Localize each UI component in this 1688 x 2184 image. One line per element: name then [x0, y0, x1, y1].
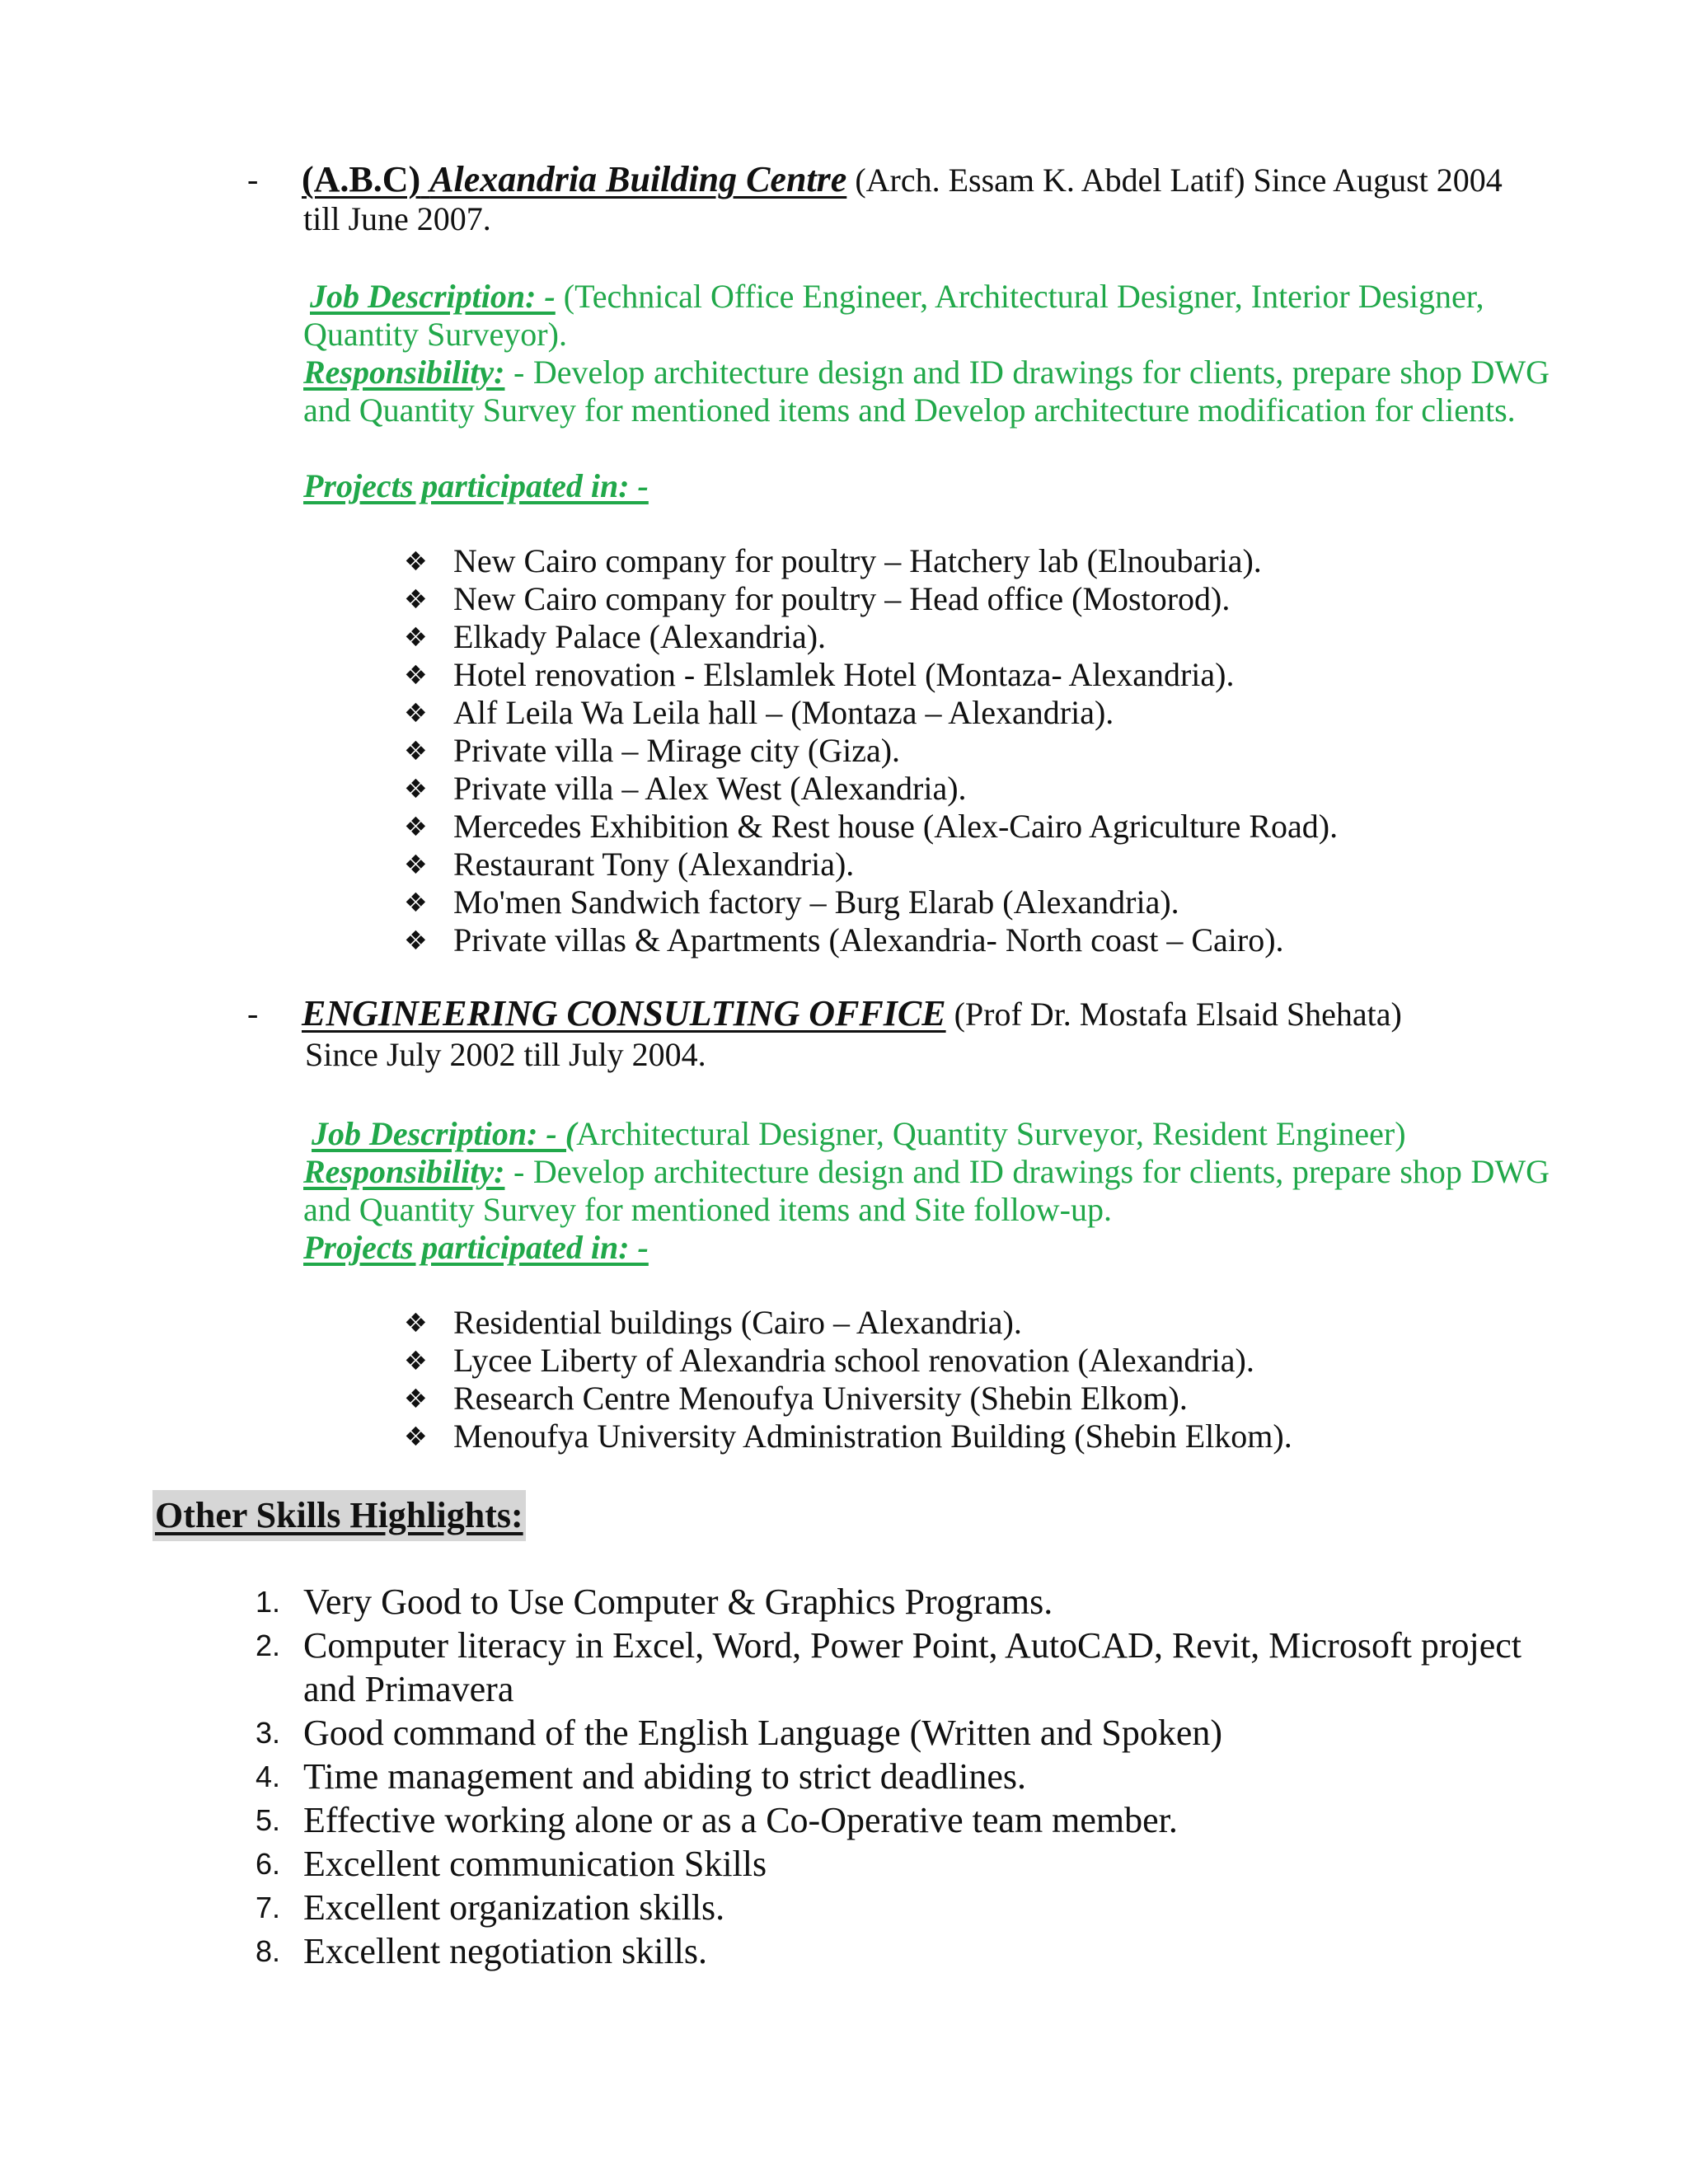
list-item: 5. Effective working alone or as a Co-Operative team member.	[256, 1800, 1178, 1840]
diamond-bullet-icon: ❖	[404, 735, 428, 766]
skills-list	[247, 1580, 1566, 1973]
organization-abbreviation: (A.B.C)	[302, 159, 421, 199]
diamond-bullet-icon: ❖	[404, 1307, 428, 1338]
job-description-text: Architectural Designer, Quantity Surveyor, Resident Engineer)	[576, 1115, 1406, 1152]
document-page: - (A.B.C) Alexandria Building Centre (Arch. Essam K. Abdel Latif) Since August 2004 till June 2007. Job Description: - (Technical Office Engineer, Architectural Designer, Interior Designer, Quantity Surveyor). Responsibility: - Develop architecture design and ID drawings for clients, prepare shop DWG and Quantity Survey for mentioned items and Develop architecture modification for clients. Projects participated in: - ❖ New Cairo company for poultry – Hatchery lab (Elnoubaria). ❖ New Cairo company for poultry – Head office (Mostorod). ❖ Elkady Palace (Alexandria). ❖ Hotel renovation - Elslamlek Hotel (Montaza- Alexandria). ❖ Alf Leila Wa Leila hall – (Montaza – Alexandria). ❖ Private villa – Mirage city (Giza). ❖ Private villa – Alex West (Alexandria). ❖ Mercedes Exhibition & Rest house (Alex-Cairo Agriculture Road). ❖ Restaurant Tony (Alexandria). ❖ Mo'men Sandwich factory – Burg Elarab (Alexandria). ❖ Private villas & Apartments (Alexandria- North coast – Cairo). - ENGINEERING CONSULTING OFFICE (Prof Dr. Mostafa Elsaid Shehata) Since July 2002 till July 2004. Job Description: - (Architectural Designer, Quantity Surveyor, Resident Engineer) Responsibility: - Develop architecture design and ID drawings for clients, prepare shop DWG and Quantity Survey for mentioned items and Site follow-up. Projects participated in: - ❖ Residential buildings (Cairo – Alexandria). ❖ Lycee Liberty of Alexandria school renovation (Alexandria). ❖ Research Centre Menoufya University (Shebin Elkom). ❖ Menoufya University Administration Building (Shebin Elkom). Other Skills Highlights: 1. Very Good to Use Computer & Graphics Programs. 2. Computer literacy in Excel, Word, Power Point, AutoCAD, Revit, Microsoft project and Primavera 3. Good command of the English Language (Written and Spoken) 4. Time management and abiding to strict deadlines. 5. Effective working alone or as a Co-Operative team member. 6. Excellent communication Skills 7. Excellent organization skills. 8. Excellent negotiation skills.	[0, 0, 1688, 2184]
job-description	[303, 278, 1550, 354]
entry-heading	[302, 159, 1550, 201]
diamond-bullet-icon: ❖	[404, 773, 428, 804]
diamond-bullet-icon: ❖	[404, 925, 428, 956]
projects-label: Projects participated in: -	[303, 467, 649, 504]
list-item: 8. Excellent negotiation skills.	[256, 1931, 708, 1971]
diamond-bullet-icon: ❖	[404, 811, 428, 842]
diamond-bullet-icon: ❖	[404, 659, 428, 691]
job-description-text: (Technical Office Engineer, Architectural Designer, Interior Designer, Quantity Surveyor).	[303, 278, 1484, 353]
diamond-bullet-icon: ❖	[404, 1345, 428, 1376]
entry-details: (Arch. Essam K. Abdel Latif) Since August 2004	[846, 162, 1503, 199]
responsibility-label: Responsibility:	[303, 354, 505, 391]
organization-name	[302, 993, 946, 1033]
entry-heading	[302, 993, 1550, 1035]
diamond-bullet-icon: ❖	[404, 621, 428, 653]
responsibility-label: Responsibility:	[303, 1153, 505, 1190]
section-title-other-skills: Other Skills Highlights:	[152, 1490, 526, 1541]
responsibility-text: - Develop architecture design and ID drawings for clients, prepare shop DWG and Quantity Survey for mentioned items and Develop architecture modification for clients.	[303, 354, 1550, 429]
list-item: 6. Excellent communication Skills	[256, 1844, 767, 1884]
responsibility-text: - Develop architecture design and ID drawings for clients, prepare shop DWG and Quantity Survey for mentioned items and Site follow-up.	[303, 1153, 1550, 1228]
entry-details: (Prof Dr. Mostafa Elsaid Shehata)	[945, 996, 1402, 1033]
diamond-bullet-icon: ❖	[404, 1421, 428, 1452]
entry-dash: -	[247, 161, 259, 198]
projects-heading	[303, 467, 1550, 505]
entry-dates: till June 2007.	[303, 200, 491, 237]
entry-dates: Since July 2002 till July 2004.	[305, 1036, 706, 1073]
organization-full-name: Alexandria Building Centre	[429, 159, 847, 199]
list-item: 2. Computer literacy in Excel, Word, Power Point, AutoCAD, Revit, Microsoft project and Primavera	[256, 1625, 1522, 1709]
projects-heading	[303, 1229, 1550, 1267]
projects-label: Projects participated in: -	[303, 1229, 649, 1266]
entry-dash: -	[247, 995, 259, 1032]
responsibility	[303, 354, 1550, 429]
job-description-label: Job Description: -	[310, 278, 556, 315]
diamond-bullet-icon: ❖	[404, 849, 428, 880]
diamond-bullet-icon: ❖	[404, 697, 428, 729]
list-item: 1. Very Good to Use Computer & Graphics Programs.	[256, 1582, 1053, 1622]
list-item: 3. Good command of the English Language (Written and Spoken)	[256, 1713, 1223, 1753]
organization-full-name: ENGINEERING CONSULTING OFFICE	[302, 993, 946, 1033]
organization-name	[302, 159, 846, 199]
job-description	[303, 1115, 1550, 1153]
diamond-bullet-icon: ❖	[404, 1383, 428, 1414]
diamond-bullet-icon: ❖	[404, 546, 428, 577]
list-item: 7. Excellent organization skills.	[256, 1887, 725, 1928]
diamond-bullet-icon: ❖	[404, 887, 428, 918]
diamond-bullet-icon: ❖	[404, 583, 428, 615]
list-item: 4. Time management and abiding to strict deadlines.	[256, 1756, 1026, 1797]
responsibility	[303, 1153, 1550, 1229]
job-description-label: Job Description: - (	[312, 1115, 577, 1152]
